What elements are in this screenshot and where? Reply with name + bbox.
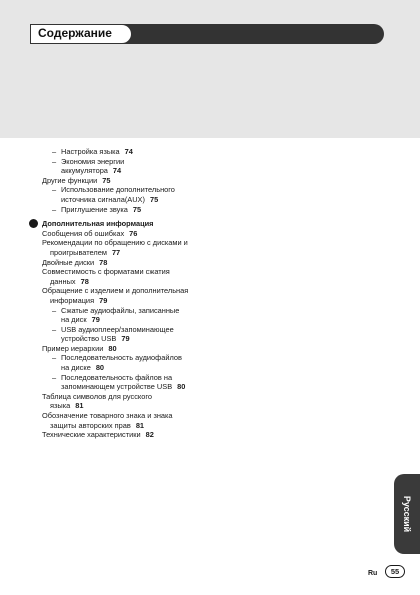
entry-dash: – (52, 305, 57, 315)
entry-dash: – (52, 147, 57, 156)
page-title: Содержание (30, 24, 132, 44)
entry-page: 78 (99, 257, 108, 267)
entry-dash: – (52, 185, 57, 195)
entry-page: 80 (108, 343, 117, 353)
page-number: 55 (385, 565, 405, 578)
entry-text: Сжатые аудиофайлы, записанные (61, 305, 180, 315)
section-bullet-icon (29, 219, 38, 228)
entry-text: Рекомендации по обращению с дисками и (42, 238, 188, 248)
entry-page: 81 (75, 401, 84, 411)
entry-text-cont: проигрывателем (50, 247, 107, 257)
entry-text-cont: на диске (61, 363, 91, 373)
entry-dash: – (52, 204, 57, 214)
toc-entry-energy-saving[interactable] (42, 157, 212, 176)
entry-page: 75 (102, 175, 111, 185)
entry-page: 79 (91, 315, 100, 325)
entry-page: 78 (80, 276, 89, 286)
entry-text: Приглушение звука (61, 204, 128, 214)
toc-entry-language[interactable] (42, 147, 212, 157)
entry-text: Пример иерархии (42, 343, 104, 353)
entry-text: Обращение с изделием и дополнительная (42, 286, 189, 296)
entry-text-cont: языка (50, 401, 71, 411)
toc-entry-hierarchy[interactable] (42, 344, 212, 354)
entry-text: Двойные диски (42, 257, 95, 267)
header-background (0, 0, 420, 138)
toc-entry-other-functions[interactable] (42, 176, 212, 186)
entry-text: Обозначение товарного знака и знака (42, 411, 173, 421)
entry-page: 82 (145, 430, 154, 440)
entry-page: 80 (95, 363, 105, 373)
entry-page: 75 (132, 204, 142, 214)
entry-text-cont: источника сигнала(AUX) (61, 194, 145, 204)
entry-dash: – (52, 372, 57, 382)
entry-text: Таблица символов для русского (42, 391, 152, 401)
toc-entry-usb-player[interactable] (42, 325, 212, 344)
toc-entry-trademark[interactable] (42, 411, 212, 430)
toc-entry-compatibility[interactable] (42, 267, 212, 286)
entry-page: 75 (149, 194, 159, 204)
entry-text: Экономия энергии (61, 156, 125, 166)
entry-text-cont: устройство USB (61, 334, 117, 344)
entry-text: USB аудиоплеер/запоминающее (61, 324, 174, 334)
footer-language-code: Ru (368, 570, 378, 577)
toc-entry-disc-recommendations[interactable] (42, 238, 212, 257)
entry-page: 79 (121, 334, 130, 344)
entry-text-cont: защиты авторских прав (50, 420, 131, 430)
toc-entry-dual-discs[interactable] (42, 258, 212, 268)
toc-entry-char-table[interactable] (42, 392, 212, 411)
entry-page: 74 (124, 147, 133, 156)
entry-page: 76 (129, 228, 138, 238)
section-title: Дополнительная информация (42, 219, 154, 229)
entry-text-cont: запоминающем устройстве USB (61, 382, 173, 392)
toc-entry-sequence-disc[interactable] (42, 353, 212, 372)
toc-entry-aux[interactable] (42, 185, 212, 204)
entry-dash: – (52, 156, 57, 166)
toc-entry-compressed-disc[interactable] (42, 306, 212, 325)
entry-text: Последовательность файлов на (61, 372, 173, 382)
entry-text: Совместимость с форматами сжатия (42, 267, 170, 277)
entry-dash: – (52, 324, 57, 334)
section-heading[interactable] (42, 219, 212, 229)
entry-text: Настройка языка (61, 147, 120, 156)
entry-text-cont: на диск (61, 315, 87, 325)
toc-entry-sequence-usb[interactable] (42, 373, 212, 392)
entry-text-cont: аккумулятора (61, 166, 108, 176)
entry-page: 74 (112, 166, 122, 176)
entry-page: 80 (177, 382, 186, 392)
entry-page: 77 (111, 247, 121, 257)
entry-page: 79 (99, 295, 108, 305)
entry-page: 81 (135, 420, 145, 430)
toc-entry-specifications[interactable] (42, 430, 212, 440)
entry-text: Технические характеристики (42, 430, 141, 440)
entry-dash: – (52, 353, 57, 363)
entry-text-cont: данных (50, 276, 76, 286)
entry-text: Сообщения об ошибках (42, 228, 125, 238)
toc-entry-handling[interactable] (42, 286, 212, 305)
entry-text: Другие функции (42, 175, 98, 185)
toc-entry-errors[interactable] (42, 229, 212, 239)
language-label: Русский (402, 495, 412, 533)
table-of-contents (42, 147, 212, 440)
entry-text: Использование дополнительного (61, 185, 175, 195)
entry-text-cont: информация (50, 295, 95, 305)
entry-text: Последовательность аудиофайлов (61, 353, 182, 363)
toc-entry-mute[interactable] (42, 205, 212, 215)
